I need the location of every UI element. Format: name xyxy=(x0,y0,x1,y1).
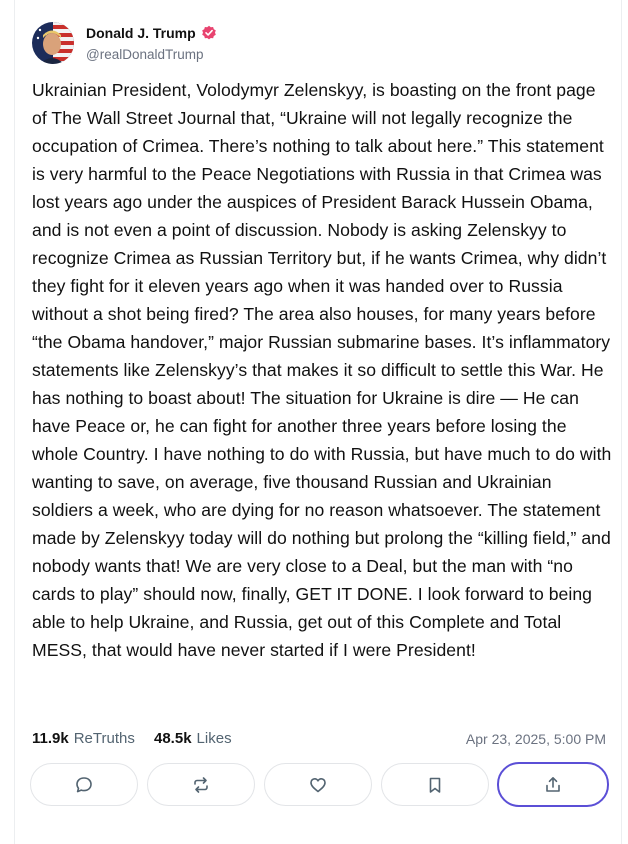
likes-stat[interactable] xyxy=(154,730,232,747)
retruth-button[interactable] xyxy=(147,763,255,806)
post-text: Ukrainian President, Volodymyr Zelenskyy, is boasting on the front page of The Wall Street Journal that, “Ukraine will not legally recognize the occupation of Crimea. There’s nothing to talk about here.” This statement is very harmful to the Peace Negotiations with Russia in that Crimea was lost years ago under the auspices of President Barack Hussein Obama, and is not even a point of discussion. Nobody is asking Zelenskyy to recognize Crimea as Russian Territory but, if he wants Crimea, why didn’t they fight for it eleven years ago when it was handed over to Russia without a shot being fired? The area also houses, for many years before “the Obama handover,” major Russian submarine bases. It’s inflammatory statements like Zelenskyy’s that makes it so difficult to settle this War. He has nothing to boast about! The situation for Ukraine is dire — He can have Peace or, he can fight for another three years before losing the whole Country. I have nothing to do with Russia, but have much to do with wanting to save, on average, five thousand Russian and Ukrainian soldiers a week, who are dying for no reason whatsoever. The statement made by Zelenskyy today will do nothing but prolong the “killing field,” and nobody wants that! We are very close to a Deal, but the man with “no cards to play” should now, finally, GET IT DONE. I look forward to being able to help Ukraine, and Russia, get out of this Complete and Total MESS, that would have never started if I were President! xyxy=(32,80,612,660)
post-meta xyxy=(32,728,606,750)
likes-count: 48.5k xyxy=(154,730,192,747)
like-button[interactable] xyxy=(264,763,372,806)
retruths-count: 11.9k xyxy=(32,730,69,747)
avatar-image xyxy=(32,22,74,64)
verified-badge-icon xyxy=(201,25,217,41)
retruths-stat[interactable] xyxy=(32,730,135,747)
avatar[interactable] xyxy=(32,22,74,64)
likes-label: Likes xyxy=(196,730,232,747)
share-icon xyxy=(543,775,563,795)
display-name[interactable]: Donald J. Trump xyxy=(86,25,196,41)
handle[interactable]: @realDonaldTrump xyxy=(86,47,204,62)
share-button[interactable] xyxy=(497,762,609,807)
reply-button[interactable] xyxy=(30,763,138,806)
repost-icon xyxy=(191,775,211,795)
retruths-label: ReTruths xyxy=(73,730,135,747)
bookmark-button[interactable] xyxy=(381,763,489,806)
action-bar xyxy=(30,763,610,808)
name-row xyxy=(86,25,217,41)
bookmark-icon xyxy=(425,775,445,795)
heart-icon xyxy=(308,775,328,795)
post-card xyxy=(14,0,622,844)
comment-icon xyxy=(74,775,94,795)
post-header xyxy=(32,22,592,66)
timestamp: Apr 23, 2025, 5:00 PM xyxy=(465,731,606,747)
